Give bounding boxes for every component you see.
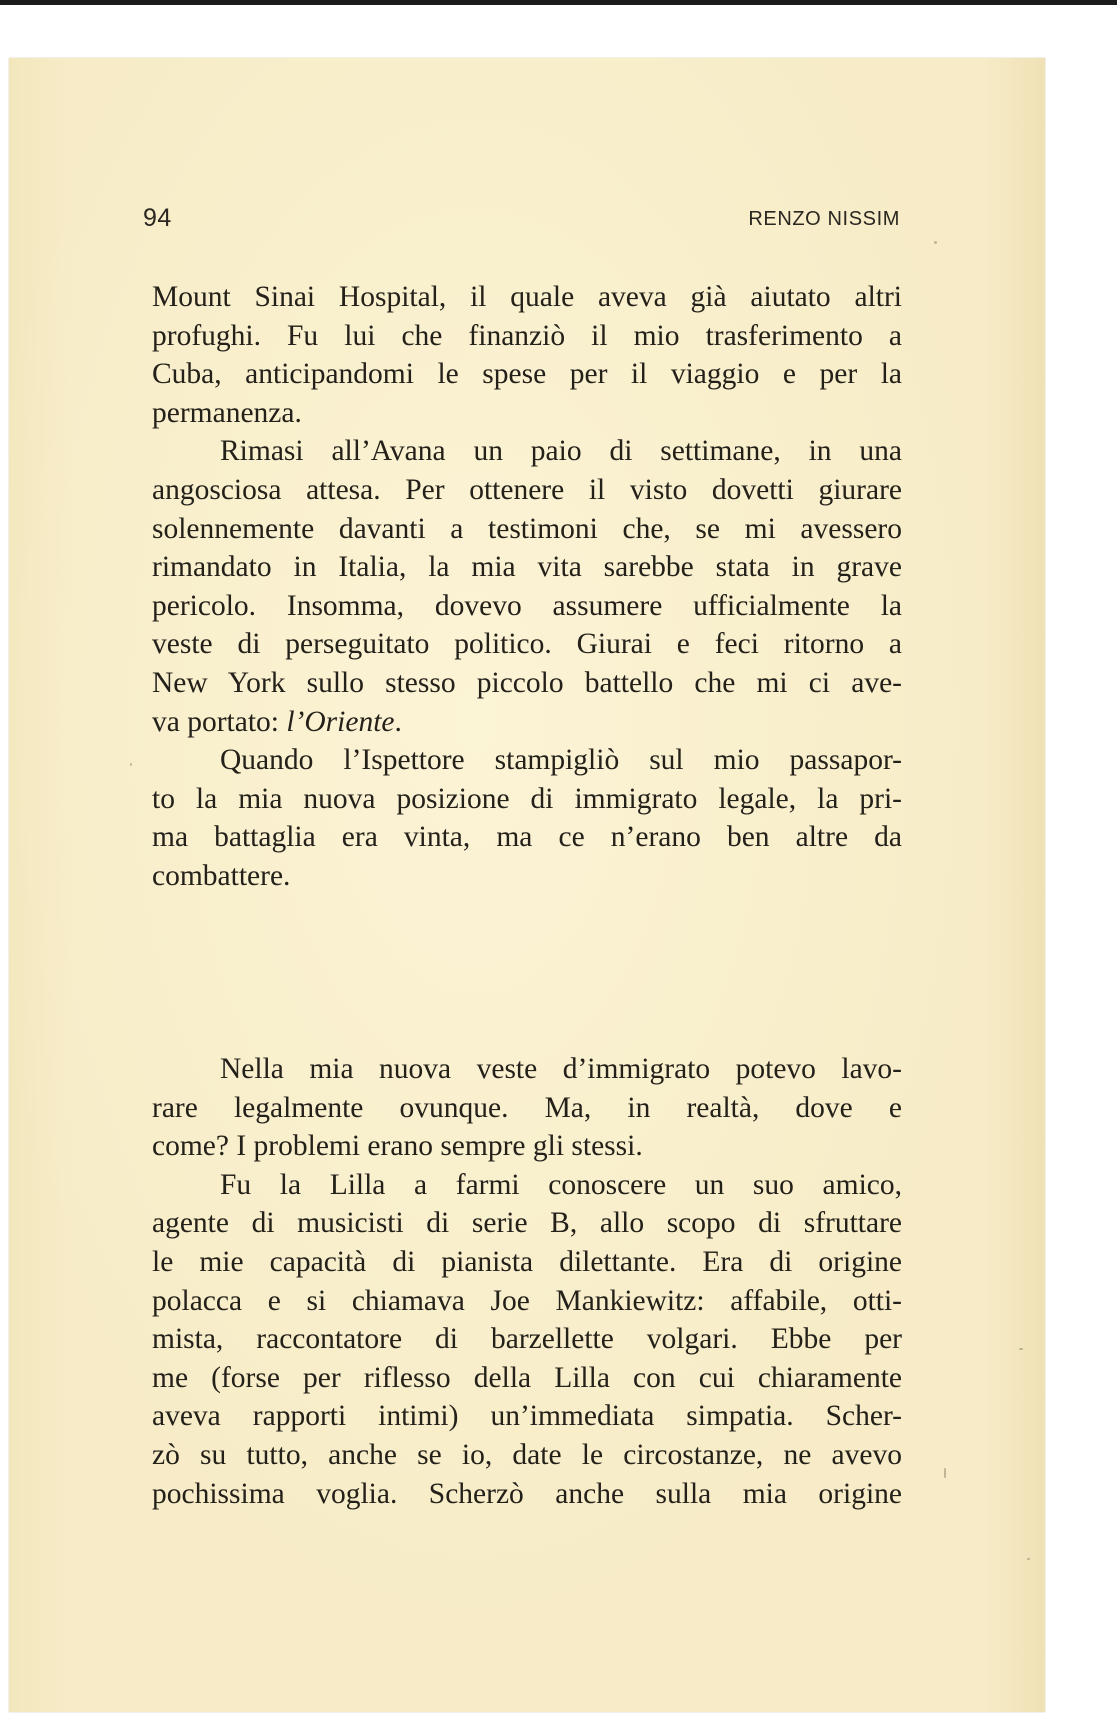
text-line-with-title xyxy=(152,703,902,742)
text-line: agente di musicisti di serie B, allo scopo di sfruttare xyxy=(152,1207,902,1240)
paper-speck xyxy=(130,763,132,766)
paragraph xyxy=(152,432,902,741)
text-line: pericolo. Insomma, dovevo assumere ufficialmente la xyxy=(152,589,902,622)
text-section-1 xyxy=(152,278,902,896)
paragraph xyxy=(152,741,902,895)
text-line: Fu la Lilla a farmi conoscere un suo amico, xyxy=(220,1168,902,1201)
text-line: permanenza. xyxy=(152,396,302,429)
paragraph xyxy=(152,1050,902,1166)
text-line: combattere. xyxy=(152,859,291,892)
running-head-author: RENZO NISSIM xyxy=(748,208,900,230)
scan-top-border xyxy=(0,0,1117,5)
text-line: profughi. Fu lui che finanziò il mio trasferimento a xyxy=(152,319,902,352)
text-line: le mie capacità di pianista dilettante. Era di origine xyxy=(152,1245,902,1278)
text-line: to la mia nuova posizione di immigrato legale, la pri- xyxy=(152,782,902,815)
text-line: Rimasi all’Avana un paio di settimane, in una xyxy=(220,435,902,468)
text-line: solennemente davanti a testimoni che, se mi avessero xyxy=(152,512,902,545)
text-fragment: . xyxy=(394,705,402,738)
page-number: 94 xyxy=(143,204,172,232)
text-line: angosciosa attesa. Per ottenere il visto dovetti giurare xyxy=(152,473,902,506)
text-line: New York sullo stesso piccolo battello che mi ci ave- xyxy=(152,666,902,699)
text-section-2 xyxy=(152,1050,902,1513)
paper-speck xyxy=(944,1468,946,1478)
paper-speck xyxy=(934,241,937,244)
text-line: Nella mia nuova veste d’immigrato potevo lavo- xyxy=(220,1053,902,1085)
paper-speck xyxy=(1019,1348,1023,1350)
text-line: aveva rapporti intimi) un’immediata simpatia. Scher- xyxy=(152,1400,902,1433)
text-line: zò su tutto, anche se io, date le circostanze, ne avevo xyxy=(152,1438,902,1471)
paragraph xyxy=(152,278,902,432)
text-line: come? I problemi erano sempre gli stessi. xyxy=(152,1130,643,1163)
text-line: rimandato in Italia, la mia vita sarebbe stata in grave xyxy=(152,551,902,584)
text-line: Quando l’Ispettore stampigliò sul mio passapor- xyxy=(220,744,902,777)
ship-name-italic: l’Oriente xyxy=(286,705,395,738)
text-line: Mount Sinai Hospital, il quale aveva già aiutato altri xyxy=(152,281,902,313)
text-line: me (forse per riflesso della Lilla con cui chiaramente xyxy=(152,1361,902,1394)
text-line: polacca e si chiamava Joe Mankiewitz: affabile, otti- xyxy=(152,1284,902,1317)
text-line: pochissima voglia. Scherzò anche sulla mia origine xyxy=(152,1477,902,1510)
text-line: mista, raccontatore di barzellette volgari. Ebbe per xyxy=(152,1323,902,1356)
text-line: ma battaglia era vinta, ma ce n’erano ben altre da xyxy=(152,821,902,854)
paragraph xyxy=(152,1166,902,1513)
text-fragment: va portato: xyxy=(152,705,287,738)
paper-speck xyxy=(1027,1558,1030,1560)
text-line: rare legalmente ovunque. Ma, in realtà, dove e xyxy=(152,1091,902,1124)
text-line: Cuba, anticipandomi le spese per il viaggio e per la xyxy=(152,358,902,391)
text-line: veste di perseguitato politico. Giurai e feci ritorno a xyxy=(152,628,902,661)
